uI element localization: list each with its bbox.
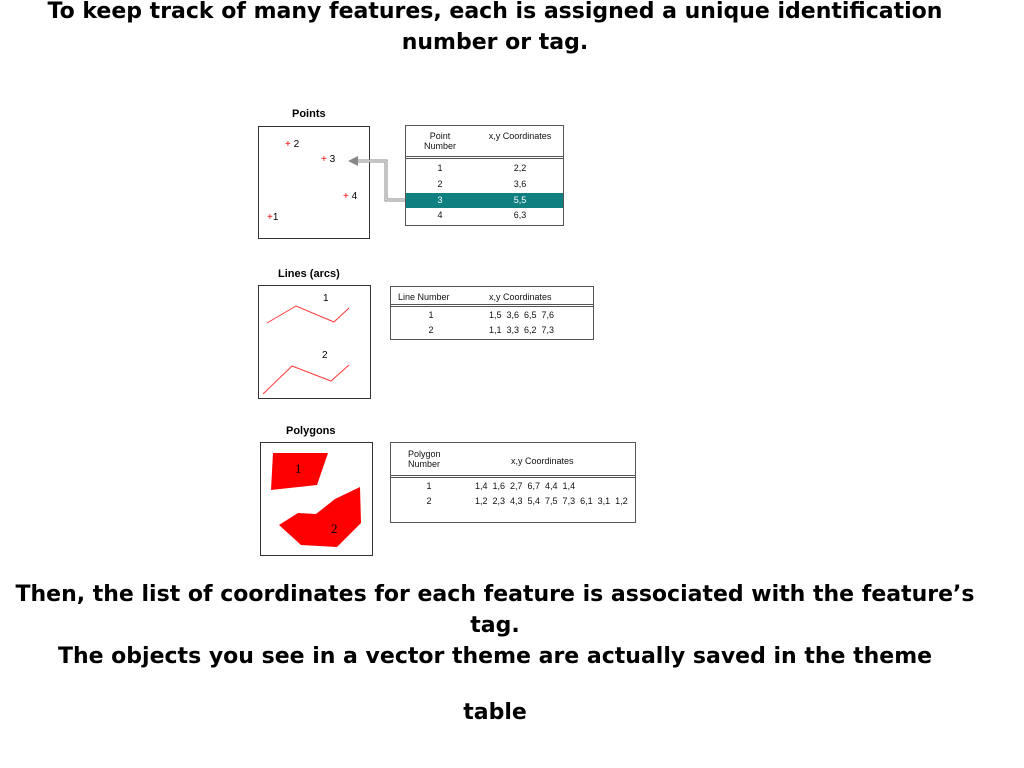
polygons-title: Polygons xyxy=(286,425,336,437)
points-table-row[interactable]: 2 3,6 xyxy=(437,179,527,189)
point-feature-3: + 3 xyxy=(321,154,336,165)
polygon-label-2: 2 xyxy=(331,521,338,536)
points-title: Points xyxy=(292,108,326,120)
polygons-col-header-id: Polygon Number xyxy=(408,449,441,469)
line-label-2: 2 xyxy=(322,350,328,361)
polygons-table-row[interactable]: 1 1,4 1,6 2,7 6,7 4,4 1,4 xyxy=(426,481,576,491)
lines-title: Lines (arcs) xyxy=(278,268,340,280)
lines-table-row[interactable]: 2 1,1 3,3 6,2 7,3 xyxy=(428,325,555,335)
lines-col-header-id: Line Number xyxy=(398,292,450,302)
line-label-1: 1 xyxy=(323,293,329,304)
points-col-header-id: Point Number xyxy=(423,131,456,151)
point-feature-4: + 4 xyxy=(343,191,358,202)
line-features xyxy=(259,286,370,398)
points-table-row[interactable]: 1 2,2 xyxy=(437,163,527,173)
polygons-table-row[interactable]: 2 1,2 2,3 4,3 5,4 7,5 7,3 6,1 3,1 1,2 xyxy=(426,496,628,506)
points-table xyxy=(405,125,564,226)
lines-table xyxy=(390,286,594,340)
heading-bottom-line2: The objects you see in a vector theme are actually saved in the theme xyxy=(57,644,933,669)
points-table-row-selected[interactable]: 3 5,5 xyxy=(406,193,563,208)
heading-top: To keep track of many features, each is assigned a unique identification number or tag. xyxy=(47,0,943,55)
heading-bottom-line1: Then, the list of coordinates for each feature is associated with the feature’s tag. xyxy=(15,582,975,638)
point-feature-2: + 2 xyxy=(285,139,300,150)
polygon-features xyxy=(261,443,372,555)
polygons-col-header-coords: x,y Coordinates xyxy=(511,456,574,466)
polygons-table xyxy=(390,442,636,523)
lines-col-header-coords: x,y Coordinates xyxy=(489,292,552,302)
point-feature-1: +1 xyxy=(267,212,279,223)
points-col-header-coords: x,y Coordinates xyxy=(488,131,552,141)
polygons-map-frame xyxy=(260,442,373,556)
points-map-frame xyxy=(258,126,370,239)
heading-bottom-line3: table xyxy=(463,700,527,725)
lines-map-frame xyxy=(258,285,371,399)
points-table-row[interactable]: 4 6,3 xyxy=(437,210,527,220)
polygon-label-1: 1 xyxy=(295,461,302,476)
lines-table-row[interactable]: 1 1,5 3,6 6,5 7,6 xyxy=(428,310,555,320)
